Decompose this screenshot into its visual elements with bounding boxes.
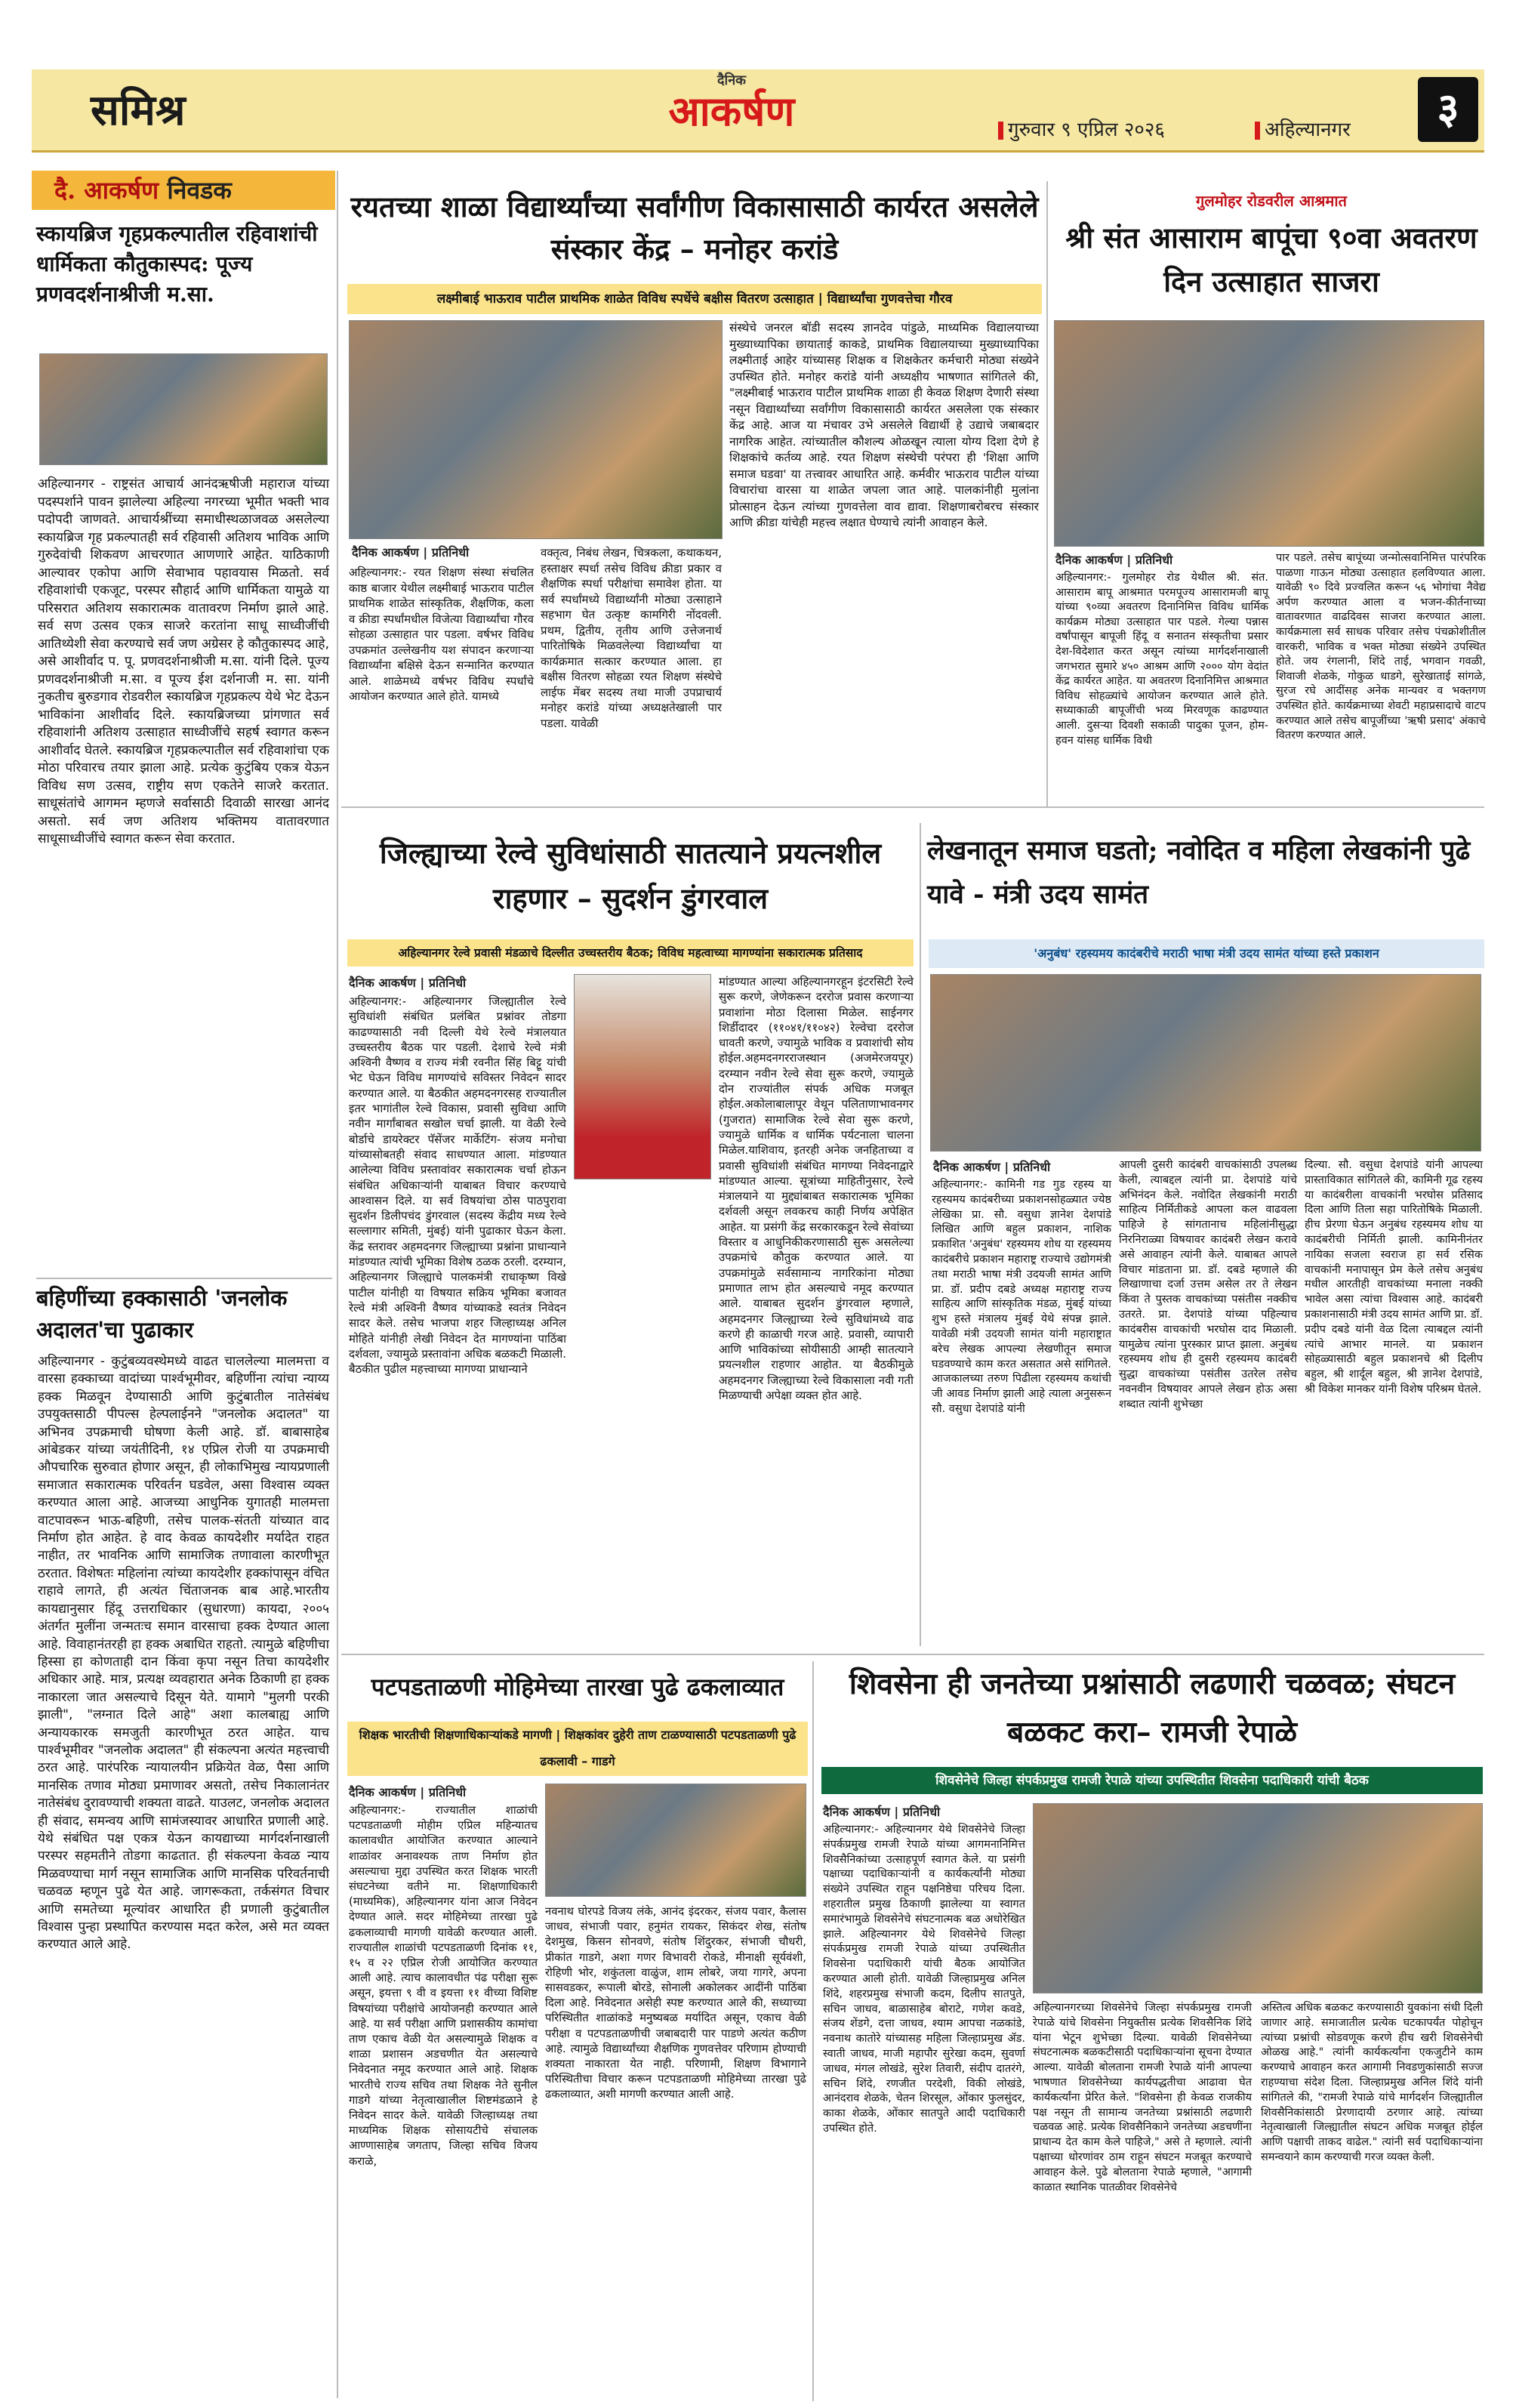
story-shivsena-byline: दैनिक आकर्षण | प्रतिनिधी	[823, 1805, 941, 1819]
newspaper-logo	[645, 71, 818, 134]
story-writers-body-2: आपली दुसरी कादंबरी वाचकांसाठी उपलब्ध केली, त्याबद्दल त्यांनी प्रा. देशपांडे यांचे अभिनंदन केले. नवोदित लेखकांनी मराठी साहित्य निर्मितीकडे आपला कल वाढवला पाहिजे हे सांगतानाच महिलांनीसुद्धा निरनिराळ्या विषयावर कादंबरी लेखन करावे असे आवाहन त्यांनी केले. याबाबत आपले विचार मांडताना प्रा. डॉ. दबडे म्हणाले की लिखाणाचा दर्जा उत्तम असेल तर ते लेखन किंवा ते पुस्तक वाचकांच्या पसंतीस नक्कीच उतरते. प्रा. देशपांडे यांच्या पहिल्याच कादंबरीस वाचकांची भरघोस दाद मिळाली. यामुळेच त्यांना पुरस्कार प्राप्त झाला. अनुबंध रहस्यमय शोध ही दुसरी रहस्यमय कादंबरी सुद्धा वाचकांच्या पसंतीस उतरेल तसेच नवनवीन विषयावर आपले लेखन होऊ असा शब्दात त्यांनी शुभेच्छा	[1119, 1159, 1297, 1411]
story-ashram-byline: दैनिक आकर्षण | प्रतिनिधी	[1055, 553, 1173, 567]
exam-photo	[545, 1784, 806, 1897]
story-railway-headline: जिल्ह्याच्या रेल्वे सुविधांसाठी सातत्याने प्रयत्नशील राहणार – सुदर्शन डुंगरवाल	[379, 836, 882, 915]
story-school-body-3: संस्थेचे जनरल बॉडी सदस्य ज्ञानदेव पांडुळे, माध्यमिक विद्यालयाच्या मुख्याध्यापिका छायाताई काकडे, प्राथमिक विद्यालयाच्या मुख्याध्यापिका लक्ष्मीताई आहेर यांच्यासह शिक्षक व शिक्षकेतर कर्मचारी मोठ्या संख्येने उपस्थित होते. मनोहर करांडे यांनी अध्यक्षीय भाषणात सांगितले की, "लक्ष्मीबाई भाऊराव पाटील प्राथमिक शाळा ही केवळ शिक्षण देणारी संस्था नसून विद्यार्थ्यांच्या सर्वांगीण विकासासाठी कार्यरत असलेला एक संस्कार केंद्र आहे. आज या मंचावर उभे असलेले विद्यार्थी हे उद्याचे जबाबदार नागरिक आहेत. त्यांच्यातील कौशल्य ओळखून त्याला योग्य दिशा देणे हे शिक्षकांचे कर्तव्य आहे. रयत शिक्षण संस्थेची परंपरा ही 'शिक्षा आणि समाज घडवा' या तत्त्वावर आधारित आहे. कर्मवीर भाऊराव पाटील यांच्या विचारांचा वारसा या शाळेत जपला जात आहे. पालकांनीही मुलांना प्रोत्साहन देऊन त्यांच्या गुणवत्तेला वाव द्यावा. शिक्षणाबरोबरच संस्कार आणि क्रीडा यांचेही महत्त्व लक्षात घेण्याचे त्यांनी आवाहन केले.	[729, 321, 1039, 529]
nivadak-prefix: दै. आकर्षण	[54, 176, 159, 205]
skybridge-photo	[39, 353, 328, 465]
section-title: समिश्र	[91, 85, 186, 135]
nivadak-banner	[32, 171, 335, 210]
story-shivsena-body-2: अहिल्यानगरच्या शिवसेनेचे जिल्हा संपर्कप्रमुख रामजी रेपाळे यांचे शिवसेना नियुक्तीस प्रत्येक शिवसैनिक शिंदे यांना भेटून शुभेच्छा दिल्या. यावेळी शिवसेनेच्या संघटनात्मक बळकटीसाठी पदाधिकाऱ्यांना सूचना देण्यात आल्या. यावेळी बोलताना रामजी रेपाळे यांनी आपल्या भाषणात शिवसेनेच्या कार्यपद्धतीचा आढावा घेत कार्यकर्त्यांना प्रेरित केले. "शिवसेना ही केवळ राजकीय पक्ष नसून ती सामान्य जनतेच्या प्रश्नांसाठी लढणारी चळवळ आहे. प्रत्येक शिवसैनिकाने जनतेच्या अडचणींना प्राधान्य देत काम केले पाहिजे," असे ते म्हणाले. त्यांनी पक्षाच्या धोरणांवर ठाम राहून संघटन मजबूत करण्याचे आवाहन केले. पुढे बोलताना रेपाळे म्हणाले, "आगामी काळात स्थानिक पातळीवर शिवसेनेचे	[1033, 2002, 1252, 2194]
story-shivsena-subhead: शिवसेनेचे जिल्हा संपर्कप्रमुख रामजी रेपाळे यांच्या उपस्थितीत शिवसेना पदाधिकारी यांची बैठक	[821, 1767, 1483, 1794]
issue-date	[998, 115, 1165, 142]
story-janlok-headline-box	[36, 1282, 331, 1349]
date-text: गुरुवार ९ एप्रिल २०२६	[1008, 119, 1165, 141]
divider	[341, 806, 1484, 808]
story-skybridge-headline-box	[36, 219, 331, 347]
story-ashram-body-2: पार पडले. तसेच बापूंच्या जन्मोत्सवानिमित्त पारंपरिक पाळणा गाऊन मोठ्या उत्साहात हलविण्यात आला. यावेळी ९० दिवे प्रज्वलित करून ५६ भोगांचा नैवेद्य अर्पण करण्यात आला व भजन-कीर्तनाच्या वातावरणात वाढदिवस साजरा करण्यात आला. कार्यक्रमाला सर्व साधक परिवार तसेच पंचक्रोशीतील वारकरी, भाविक व भक्त मोठ्या संख्येने उपस्थित होते. जय रंगलानी, शिंदे ताई, भगवान गवळी, शिवाजी शेळके, गोकुळ धाडगे, सुरेखाताई सांगळे, सुरज रघे आदींसह अनेक मान्यवर व भक्तगण उपस्थित होते. कार्यक्रमाच्या शेवटी महाप्रसादाचे वाटप करण्यात आले तसेच बापूजींच्या 'ऋषी प्रसाद' अंकाचे वितरण करण्यात आले.	[1276, 552, 1486, 742]
railway-portrait-photo	[574, 974, 711, 1179]
column-divider	[812, 1661, 814, 2401]
story-janlok-headline: बहिणींच्या हक्कासाठी 'जनलोक अदालत'चा पुढाकार	[36, 1285, 288, 1343]
masthead	[32, 69, 1484, 153]
story-writers-byline: दैनिक आकर्षण | प्रतिनिधी	[933, 1160, 1051, 1174]
school-photo	[349, 320, 723, 539]
story-school-body-2: वक्तृत्व, निबंध लेखन, चित्रकला, कथाकथन, हस्ताक्षर स्पर्धा तसेच विविध क्रीडा प्रकार व शैक्षणिक स्पर्धा परीक्षांचा समावेश होता. या सर्व स्पर्धांमध्ये विद्यार्थ्यांनी मोठ्या उत्साहाने सहभाग घेत उत्कृष्ट कामगिरी नोंदवली. प्रथम, द्वितीय, तृतीय आणि उत्तेजनार्थ पारितोषिके मिळवलेल्या विद्यार्थ्यांचा या कार्यक्रमात सत्कार करण्यात आला. हा बक्षीस वितरण सोहळा रयत शिक्षण संस्थेचे लाईफ मेंबर सदस्य तथा माजी उपप्राचार्य मनोहर करांडे यांच्या अध्यक्षतेखाली पार पडला. यावेळी	[541, 546, 722, 730]
story-school-byline: दैनिक आकर्षण | प्रतिनिधी	[352, 545, 470, 560]
story-school-headline: रयतच्या शाळा विद्यार्थ्यांच्या सर्वांगीण विकासासाठी कार्यरत असलेले संस्कार केंद्र – मनोहर करांडे	[350, 190, 1039, 266]
story-railway-headline-box	[347, 831, 914, 929]
logo-dainik: दैनिक	[716, 72, 747, 88]
city-marker-icon	[1255, 122, 1260, 140]
story-exam-subhead: शिक्षक भारतीची शिक्षणाधिकाऱ्यांकडे मागणी | शिक्षकांवर दुहेरी ताण टाळण्यासाठी पटपडताळणी पुढे ढकलावी – गाडगे	[347, 1722, 808, 1776]
story-janlok-body: अहिल्यानगर - कुटुंबव्यवस्थेमध्ये वाढत चाललेल्या मालमत्ता व वारसा हक्काच्या वादांच्या पार्श्वभूमीवर, बहिणींना त्यांचा न्याय्य हक्क मिळवून देण्यासाठी आणि कुटुंबातील नातेसंबंध उपयुक्तसाठी पीपल्स हेल्पलाईनने "जनलोक अदालत" या अभिनव उपक्रमाची घोषणा केली आहे. डॉ. बाबासाहेब आंबेडकर यांच्या जयंतीदिनी, १४ एप्रिल रोजी या उपक्रमाची औपचारिक सुरुवात होणार असून, ही लोकाभिमुख न्यायप्रणाली समाजात सकारात्मक परिवर्तन घडवेल, असा विश्वास व्यक्त करण्यात आला आहे. आजच्या आधुनिक युगातही मालमत्ता वाटपावरून भाऊ-बहिणी, तसेच पालक-संतती यांच्यात वाद निर्माण होत आहेत. हे वाद केवळ कायदेशीर मर्यादेत राहत नाहीत, तर भावनिक आणि सामाजिक तणावाला कारणीभूत ठरतात. विशेषतः महिलांना त्यांच्या कायदेशीर हक्कांपासून वंचित राहावे लागते, ही अत्यंत चिंताजनक बाब आहे.भारतीय कायद्यानुसार हिंदू उत्तराधिकार (सुधारणा) कायदा, २००५ अंतर्गत मुलींना जन्मतःच समान वारसाचा हक्क देण्यात आला आहे. विवाहानंतरही हा हक्क अबाधित राहतो. त्यामुळे बहिणीचा हिस्सा हा कोणताही दान किंवा कृपा नसून तिचा कायदेशीर अधिकार आहे. मात्र, प्रत्यक्ष व्यवहारात अनेक ठिकाणी हा हक्क नाकारला जात असल्याचे दिसून येते. यामागे "मुलगी परकी झाली", "लग्नात दिले आहे" अशा कालबाह्य आणि अन्यायकारक समजुती कारणीभूत ठरत आहेत. याच पार्श्वभूमीवर "जनलोक अदालत" ही संकल्पना अत्यंत महत्त्वाची ठरत आहे. पारंपरिक न्यायालयीन प्रक्रियेत वेळ, पैसा आणि मानसिक तणाव मोठ्या प्रमाणावर असतो, तसेच निकालानंतर नातेसंबंध दुरावण्याची शक्यता वाढते. याउलट, जनलोक अदालत ही संवाद, समन्वय आणि सामंजस्यावर आधारित प्रणाली आहे. येथे संबंधित पक्ष एकत्र येऊन कायद्याच्या मार्गदर्शनाखाली परस्पर सहमतीने तोडगा काढतात. ही संकल्पना केवळ न्याय मिळवण्याचा मार्ग नसून सामाजिक आणि मानसिक परिवर्तनाची चळवळ म्हणून पुढे येत आहे. जागरूकता, तर्कसंगत विचार आणि समतेच्या मूल्यांवर आधारित ही प्रणाली कुटुंबातील विश्वास पुन्हा प्रस्थापित करण्यास मदत करेल, असे मत व्यक्त करण्यात आले आहे.	[38, 1354, 329, 1953]
story-ashram-body-1: अहिल्यानगर:- गुलमोहर रोड येथील श्री. संत. आसाराम बापू आश्रमात परमपूज्य आसारामजी बापू यांच्या ९०व्या अवतरण दिनानिमित्त विविध धार्मिक कार्यक्रम मोठ्या उत्साहात पार पडले. गेल्या पन्नास वर्षांपासून बापूजी हिंदू व सनातन संस्कृतीचा प्रसार देश-विदेशात करत असून त्यांच्या मार्गदर्शनाखाली जगभरात सुमारे ४५० आश्रम आणि २००० योग वेदांत केंद्र कार्यरत आहेत. या अवतरण दिनानिमित्त आश्रमात विविध सोहळ्यांचे आयोजन करण्यात आले होते. सध्याकाळी बापूजींची भव्य मिरवणूक काढण्यात आली. दुसऱ्या दिवशी सकाळी पादुका पूजन, होम-हवन यांसह धार्मिक विधी	[1055, 572, 1268, 747]
story-exam-body-1: अहिल्यानगर:- राज्यातील शाळांची पटपडताळणी मोहीम एप्रिल महिन्यातच कालावधीत आयोजित करण्यात आल्याने शाळांवर अनावश्यक ताण निर्माण होत असल्याचा मुद्दा उपस्थित करत शिक्षक भारती संघटनेच्या वतीने मा. शिक्षणाधिकारी (माध्यमिक), अहिल्यानगर यांना आज निवेदन देण्यात आले. सदर मोहिमेच्या तारखा पुढे ढकलाव्याची मागणी यावेळी करण्यात आली. राज्यातील शाळांची पटपडताळणी दिनांक ११, १५ व २२ एप्रिल रोजी आयोजित करण्यात आली आहे. त्याच कालावधीत पंढ परीक्षा सुरू असून, इयत्ता ९ वी व इयत्ता ११ वीच्या विशिष्ट विषयांच्या परीक्षांचे आयोजनही करण्यात आले आहे. या सर्व परीक्षा आणि प्रशासकीय कामांचा ताण एकाच वेळी येत असल्यामुळे शिक्षक व शाळा प्रशासन अडचणीत येत असल्याचे निवेदनात नमूद करण्यात आले आहे. शिक्षक भारतीचे राज्य सचिव तथा शिक्षक नेते सुनील गाडगे यांच्या नेतृत्वाखालील शिष्टमंडळाने हे निवेदन सादर केले. यावेळी जिल्हाध्यक्ष तथा माध्यमिक शिक्षक सोसायटीचे संचालक आण्णासाहेब जगताप, जिल्हा सचिव विजय कराळे,	[349, 1804, 538, 2168]
story-school-body-1: अहिल्यानगर:- रयत शिक्षण संस्था संचलित काष्ठ बाजार येथील लक्ष्मीबाई भाऊराव पाटील प्राथमिक शाळेत सांस्कृतिक, शैक्षणिक, कला व क्रीडा स्पर्धांमधील विजेत्या विद्यार्थ्यांचा गौरव सोहळा उत्साहात पार पडला. वर्षभर विविध उपक्रमांत उल्लेखनीय यश संपादन करणाऱ्या विद्यार्थ्यांना बक्षिसे देऊन सन्मानित करण्यात आले. शाळेमध्ये वर्षभर विविध स्पर्धांचे आयोजन करण्यात आले होते. यामध्ये	[349, 566, 534, 703]
issue-city	[1255, 115, 1351, 142]
nivadak-label: निवडक	[167, 176, 232, 205]
story-exam-byline: दैनिक आकर्षण | प्रतिनिधी	[349, 1785, 467, 1799]
story-railway-body-1: अहिल्यानगर:- अहिल्यानगर जिल्ह्यातील रेल्वे सुविधांशी संबंधित प्रलंबित प्रश्नांवर तोडगा काढण्यासाठी नवी दिल्ली येथे रेल्वे मंत्रालयात उच्चस्तरीय बैठक पार पडली. देशाचे रेल्वे मंत्री अश्विनी वैष्णव व राज्य मंत्री रवनीत सिंह बिट्टू यांची भेट घेऊन विविध मागण्यांचे सविस्तर निवेदन सादर करण्यात आले. या बैठकीत अहमदनगरसह राज्यातील इतर भागांतील रेल्वे विकास, प्रवासी सुविधा आणि नवीन मार्गांबाबत सखोल चर्चा झाली. या वेळी रेल्वे बोर्डाचे डायरेक्टर पॅसेंजर मार्केटिंग- संजय मनोचा यांच्यासोबतही संवाद साधण्यात आला. मांडण्यात आलेल्या विविध प्रस्तावांवर सकारात्मक चर्चा होऊन संबंधित अधिकाऱ्यांनी याबाबत विचार करण्याचे आश्वासन दिले. या सर्व विषयांचा ठोस पाठपुरावा सुदर्शन डिलीपचंद डुंगरवाल (सदस्य केंद्रीय मध्य रेल्वे सल्लागार समिती, मुंबई) यांनी पुढाकार घेऊन केला. केंद्र स्तरावर अहमदनगर जिल्ह्याच्या प्रश्नांना प्राधान्याने मांडण्यात त्यांची भूमिका विशेष ठळक ठरली. दरम्यान, अहिल्यानगर जिल्ह्याचे पालकमंत्री राधाकृष्ण विखे पाटील यांनीही या विषयात सक्रिय भूमिका बजावत रेल्वे मंत्री अश्विनी वैष्णव यांच्याकडे स्वतंत्र निवेदन सादर केले. तसेच भाजपा शहर जिल्हाध्यक्ष अनिल मोहिते यांनीही लेखी निवेदन देत मागण्यांना पाठिंबा दर्शवला, ज्यामुळे प्रस्तावांना अधिक बळकटी मिळाली. बैठकीत पुढील महत्त्वाच्या मागण्या प्राधान्याने	[349, 994, 566, 1377]
story-railway-byline: दैनिक आकर्षण | प्रतिनिधी	[349, 976, 467, 990]
story-shivsena-headline: शिवसेना ही जनतेच्या प्रश्नांसाठी लढणारी चळवळ; संघटन बळकट करा– रामजी रेपाळे	[849, 1666, 1456, 1750]
story-school-headline-box	[347, 186, 1042, 276]
story-railway-body-2: मांडण्यात आल्या अहिल्यानगरहून इंटरसिटी रेल्वे सुरू करणे, जेणेकरून दररोज प्रवास करणाऱ्या प्रवाशांना मोठा दिलासा मिळेल. साईनगर शिर्डीदादर (११०४१/११०४२) रेल्वेचा दररोज धावती करणे, ज्यामुळे भाविक व प्रवाशांची सोय होईल.अहमदनगरराजस्थान (अजमेरजयपूर) दरम्यान नवीन रेल्वे सेवा सुरू करणे, ज्यामुळे दोन राज्यांतील संपर्क अधिक मजबूत होईल.अकोलाबालापूर वेथून पलिताणाभावनगर (गुजरात) सामाजिक रेल्वे सेवा सुरू करणे, ज्यामुळे धार्मिक व धार्मिक पर्यटनाला चालना मिळेल.याशिवाय, इतरही अनेक जनहिताच्या व प्रवासी सुविधांशी संबंधित मागण्या निवेदनाद्वारे मांडण्यात आल्या. सूत्रांच्या माहितीनुसार, रेल्वे मंत्रालयाने या मुद्द्यांबाबत सकारात्मक भूमिका दर्शवली असून लवकरच काही निर्णय अपेक्षित आहेत. या प्रसंगी केंद्र सरकारकडून रेल्वे सेवांच्या विस्तार व आधुनिकीकरणासाठी सुरू असलेल्या उपक्रमांचे कौतुक करण्यात आले. या उपक्रमांमुळे सर्वसामान्य नागरिकांना मोठ्या प्रमाणात लाभ होत असल्याचे नमूद करण्यात आले. याबाबत सुदर्शन डुंगरवाल म्हणाले, अहमदनगर जिल्ह्याच्या रेल्वे सुविधांमध्ये वाढ करणे ही काळाची गरज आहे. प्रवासी, व्यापारी आणि भाविकांच्या सोयीसाठी आम्ही सातत्याने प्रयत्नशील राहणार आहोत. या बैठकीमुळे अहमदनगर जिल्ह्याच्या रेल्वे विकासाला नवी गती मिळण्याची अपेक्षा व्यक्त होत आहे.	[719, 975, 914, 1403]
shivsena-photo	[1033, 1803, 1483, 1993]
story-ashram-headline-box	[1052, 216, 1490, 314]
story-writers-subhead: 'अनुबंध' रहस्यमय कादंबरीचे मराठी भाषा मंत्री उदय सामंत यांच्या हस्ते प्रकाशन	[929, 939, 1484, 968]
divider	[36, 1278, 332, 1279]
story-school-subhead: लक्ष्मीबाई भाऊराव पाटील प्राथमिक शाळेत विविध स्पर्धेचे बक्षीस वितरण उत्साहात | विद्यार्थ्यांचा गुणवत्तेचा गौरव	[347, 284, 1042, 314]
ashram-photo	[1054, 320, 1484, 547]
story-writers-body-1: अहिल्यानगर:- कामिनी गड गुड रहस्य या रहस्यमय कादंबरीच्या प्रकाशनसोहळ्यात ज्येष्ठ लेखिका प्रा. सौ. वसुधा ज्ञानेश देशपांडे लिखित आणि बहुल प्रकाशन, नाशिक प्रकाशित 'अनुबंध' रहस्यमय शोध या रहस्यमय कादंबरीचे प्रकाशन महाराष्ट्र राज्याचे उद्योगमंत्री तथा मराठी भाषा मंत्री उदयजी सामंत आणि प्रा. डॉ. प्रदीप दबडे अध्यक्ष महाराष्ट्र राज्य साहित्य आणि सांस्कृतिक मंडळ, मुंबई यांच्या शुभ हस्ते मंत्रालय मुंबई येथे संपन्न झाले. यावेळी मंत्री उदयजी सामंत यांनी महाराष्ट्रात बरेच लेखक आपल्या लेखणीतून समाज घडवण्याचे काम करत असतात असे सांगितले. आजकालच्या तरुण पिढीला रहस्यमय कथांची जी आवड निर्माण झाली आहे त्याला अनुसरून सौ. वसुधा देशपांडे यांनी	[932, 1179, 1111, 1415]
page-number: ३	[1418, 77, 1478, 142]
date-marker-icon	[998, 122, 1003, 140]
city-text: अहिल्यानगर	[1265, 119, 1351, 141]
story-writers-body-3: दिल्या. सौ. वसुधा देशपांडे यांनी आपल्या प्रास्ताविकात सांगितले की, कामिनी गूढ रहस्य या कादंबरीला वाचकांनी भरघोस प्रतिसाद दिला आणि तिला सहा पारितोषिके मिळाली. हीच प्रेरणा घेऊन अनुबंध रहस्यमय शोध या कादंबरीची निर्मिती झाली. कामिनीनंतर नायिका सजला स्वराज हा सर्व रसिक वाचकांनी मनापासून प्रेम केले तसेच अनुबंध मधील आरतीही वाचकांच्या मनाला नक्की भावेल असा त्यांचा विश्वास आहे. कादंबरी प्रकाशनासाठी मंत्री उदय सामंत आणि प्रा. डॉ. प्रदीप दबडे यांनी वेळ दिला त्याबद्दल त्यांनी त्यांचे आभार मानले. या प्रकाशन सोहळ्यासाठी बहुल प्रकाशनचे श्री दिलीप बहुल, श्री शार्दूल बहुल, श्री ज्ञानेश देशपांडे, श्री विकेश मानकर यांनी विशेष परिश्रम घेतले.	[1305, 1159, 1483, 1395]
column-divider	[1046, 181, 1048, 808]
story-skybridge-body: अहिल्यानगर - राष्ट्रसंत आचार्य आनंदऋषीजी महाराज यांच्या पदस्पर्शाने पावन झालेल्या अहिल्या नगरच्या भूमीत भक्ती भाव पदोपदी जाणवते. आचार्यश्रींच्या समाधीस्थळाजवळ असलेल्या स्कायब्रिज गृह प्रकल्पातही सर्व रहिवासी अतिशय भाविक आणि गुरुदेवांची शिकवण आचरणात आणणारे आहेत. याठिकाणी आल्यावर एकोपा आणि सेवाभाव पहावयास मिळतो. सर्व रहिवाशांची एकजूट, परस्पर सौहार्द आणि धार्मिकता यामुळे या परिसरात अतिशय सकारात्मक वातावरण निर्माण झाले आहे. सर्व सण उत्सव एकत्र साजरे करतांना साधू साध्वीजींची आतिथ्येशी सेवा करण्याचे सर्व जण अग्रेसर हे कौतुकास्पद आहे, असे आशीर्वाद प. पू. प्रणवदर्शनाश्रीजी म.सा. यांनी दिले. पूज्य प्रणवदर्शनाश्रीजी म.सा. व पूज्य ईश दर्शनाजी म. सा. यांनी नुकतीच बुरुडगाव रोडवरील स्कायब्रिज गृहप्रकल्प येथे भेट देऊन भाविकांना आशीर्वाद दिले. स्कायब्रिजच्या प्रांगणात सर्व रहिवाशांनी अतिशय उत्साहात साध्वीजींचे सहर्ष स्वागत करून आशीर्वाद घेतले. स्कायब्रिज गृहप्रकल्पातील सर्व रहिवाशांचा एक मोठा परिवारच तयार झाला आहे. प्रत्येक कुटुंबिय एकत्र येऊन विविध सण उत्सव, राष्ट्रीय सण एकतेने साजरे करतात. साधूसंतांचे आगमन म्हणजे सर्वासाठी दिवाळी सारखा आनंद असतो. सर्व जण अतिशय भक्तिमय वातावरणात साधूसाध्वीजींचे स्वागत करून सेवा करतात.	[38, 476, 329, 846]
column-divider	[337, 171, 338, 2398]
logo-name: आकर्षण	[668, 88, 795, 135]
story-ashram-headline: श्री संत आसाराम बापूंचा ९०वा अवतरण दिन उत्साहात साजरा	[1065, 220, 1477, 298]
story-shivsena-body-3: अस्तित्व अधिक बळकट करण्यासाठी युवकांना संधी दिली जाणार आहे. समाजातील प्रत्येक घटकापर्यंत पोहोचून त्यांच्या प्रश्नांची सोडवणूक करणे हीच खरी शिवसेनेची ओळख आहे." त्यांनी कार्यकर्त्यांना एकजुटीने काम करण्याचे आवाहन करत आगामी निवडणुकांसाठी सज्ज राहण्याचा संदेश दिला. जिल्हाप्रमुख अनिल शिंदे यांनी सांगितले की, "रामजी रेपाळे यांचे मार्गदर्शन जिल्ह्यातील शिवसैनिकांसाठी प्रेरणादायी ठरणार आहे. त्यांच्या नेतृत्वाखाली जिल्ह्यातील संघटन अधिक मजबूत होईल आणि पक्षाची ताकद वाढेल." त्यांनी सर्व पदाधिकाऱ्यांना समन्वयाने काम करण्याची गरज व्यक्त केली.	[1261, 2002, 1483, 2163]
story-railway-subhead: अहिल्यानगर रेल्वे प्रवासी मंडळाचे दिल्लीत उच्चस्तरीय बैठक; विविध महत्वाच्या मागण्यांना सकारात्मक प्रतिसाद	[347, 939, 914, 967]
story-shivsena-headline-box	[820, 1660, 1484, 1765]
story-shivsena-body-1: अहिल्यानगर:- अहिल्यानगर येथे शिवसेनेचे जिल्हा संपर्कप्रमुख रामजी रेपाळे यांच्या आगमनानिमित्त शिवसैनिकांच्या उत्साहपूर्ण स्वागत केले. या प्रसंगी पक्षाच्या पदाधिकाऱ्यांनी व कार्यकर्त्यांनी मोठ्या संख्येने उपस्थित राहून पक्षनिष्ठेचा परिचय दिला. शहरातील प्रमुख ठिकाणी झालेल्या या स्वागत समारंभामुळे शिवसेनेचे संघटनात्मक बळ अधोरेखित झाले. अहिल्यानगर येथे शिवसेनेचे जिल्हा संपर्कप्रमुख रामजी रेपाळे यांच्या उपस्थितीत शिवसेना पदाधिकारी यांची बैठक आयोजित करण्यात आली होती. यावेळी जिल्हाप्रमुख अनिल शिंदे, शहरप्रमुख संभाजी कदम, दिलीप सातपुते, सचिन जाधव, बाळासाहेब बोराटे, गणेश कवडे, संजय शेंडगे, दत्ता जाधव, श्याम आपचा नळकांडे, नवनाथ कातोरे यांच्यासह महिला जिल्हाप्रमुख ॲड. स्वाती जाधव, माजी महापौर सुरेखा कदम, सुवर्णा जाधव, मंगल लोखंडे, सुरेश तिवारी, संदीप दातरंगे, सचिन शिंदे, रणजीत परदेशी, विकी लोखंडे, आनंदराव शेळके, चेतन शिरसूल, ओंकार फुलसुंदर, काका शेळके, ओंकार सातपुते आदी पदाधिकारी उपस्थित होते.	[823, 1824, 1025, 2135]
writers-photo	[930, 974, 1481, 1152]
story-writers-headline: लेखनातून समाज घडतो; नवोदित व महिला लेखकांनी पुढे यावे - मंत्री उदय सामंत	[927, 835, 1471, 910]
story-skybridge-headline: स्कायब्रिज गृहप्रकल्पातील रहिवाशांची धार्मिकता कौतुकास्पद: पूज्य प्रणवदर्शनाश्रीजी म.सा.	[36, 221, 318, 307]
story-ashram-kicker: गुलमोहर रोडवरील आश्रमात	[1196, 192, 1347, 210]
story-writers-headline-box	[927, 829, 1486, 935]
column-divider	[920, 823, 921, 1646]
story-exam-headline-box	[347, 1666, 808, 1711]
story-exam-headline: पटपडताळणी मोहिमेच्या तारखा पुढे ढकलाव्यात	[371, 1673, 784, 1701]
divider	[341, 1654, 1484, 1655]
story-exam-body-2: नवनाथ घोरपडे विजय लंके, आनंद इंदरकर, संजय पवार, कैलास जाधव, संभाजी पवार, हनुमंत रायकर, सिकंदर शेख, संतोष देशमुख, किसन सोनवणे, संतोष शिंदुरकर, संभाजी चौधरी, प्रीकांत गाडगे, अशा गणर विभावरी रोकडे, मीनाक्षी सूर्यवंशी, रोहिणी भोर, शकुंतला वाळुंज, शाम लोबरे, जया गागरे, अपना सासवडकर, रूपाली बोरडे, सोनाली अकोलकर आदींनी पाठिंबा दिला आहे. निवेदनात असेही स्पष्ट करण्यात आले की, सध्याच्या परिस्थितीत शाळांकडे मनुष्यबळ मर्यादित असून, एकाच वेळी परीक्षा व पटपडताळणीची जबाबदारी पार पाडणे अत्यंत कठीण आहे. त्यामुळे विद्यार्थ्यांच्या शैक्षणिक गुणवत्तेवर परिणाम होण्याची शक्यता नाकारता येत नाही. परिणामी, शिक्षण विभागाने परिस्थितीचा विचार करून पटपडताळणी मोहिमेच्या तारखा पुढे ढकलाव्यात, अशी मागणी करण्यात आली आहे.	[545, 1905, 806, 2101]
